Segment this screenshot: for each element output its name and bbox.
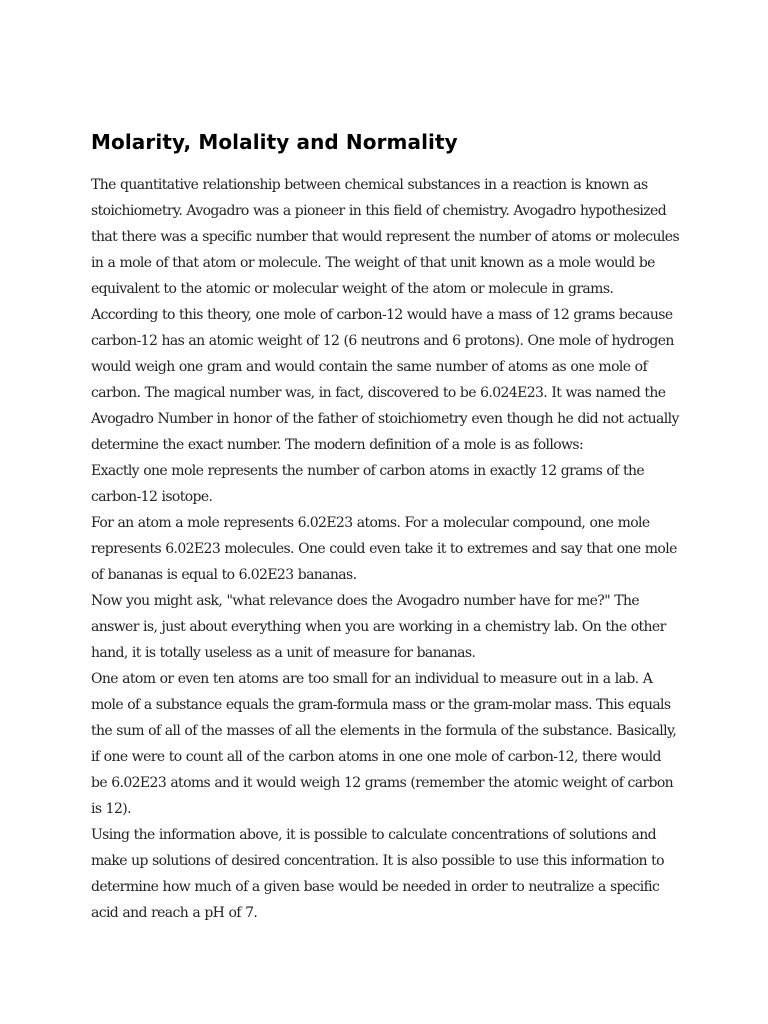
paragraph-relevance: Now you might ask, "what relevance does the Avogadro number have for me?" The answer is, just about everything when you are working in a chemistry lab. On the other hand, it is totally useless as a unit of measure for bananas. [91, 593, 666, 661]
document-title: Molarity, Molality and Normality [91, 130, 458, 154]
paragraph-intro: The quantitative relationship between chemical substances in a reaction is known as stoichiometry. Avogadro was a pioneer in this field of chemistry. Avogadro hypothesized that there was a specific number that would represent the number of atoms or molecules in a mole of that atom or molecule. The weight of that unit known as a mole would be equivalent to the atomic or molecular weight of the atom or molecule in grams. According to this theory, one mole of carbon-12 would have a mass of 12 grams because carbon-12 has an atomic weight of 12 (6 neutrons and 6 protons). One mole of hydrogen would weigh one gram and would contain the same number of atoms as one mole of carbon. The magical number was, in fact, discovered to be 6.024E23. It was named the Avogadro Number in honor of the father of stoichiometry even though he did not actually determine the exact number. The modern definition of a mole is as follows: [91, 177, 680, 453]
paragraph-concentrations: Using the information above, it is possible to calculate concentrations of solutions and make up solutions of desired concentration. It is also possible to use this information to determine how much of a given base would be needed in order to neutralize a specific acid and reach a pH of 7. [91, 827, 664, 921]
paragraph-gram-formula-mass: One atom or even ten atoms are too small for an individual to measure out in a lab. A mole of a substance equals the gram-formula mass or the gram-molar mass. This equals the sum of all of the masses of all the elements in the formula of the substance. Basically, if one were to count all of the carbon atoms in one one mole of carbon-12, there would be 6.02E23 atoms and it would weigh 12 grams (remember the atomic weight of carbon is 12). [91, 671, 677, 817]
paragraph-atom-molecule: For an atom a mole represents 6.02E23 atoms. For a molecular compound, one mole represents 6.02E23 molecules. One could even take it to extremes and say that one mole of bananas is equal to 6.02E23 bananas. [91, 515, 677, 583]
document-page [91, 126, 681, 926]
paragraph-mole-definition: Exactly one mole represents the number of carbon atoms in exactly 12 grams of the carbon-12 isotope. [91, 463, 645, 505]
